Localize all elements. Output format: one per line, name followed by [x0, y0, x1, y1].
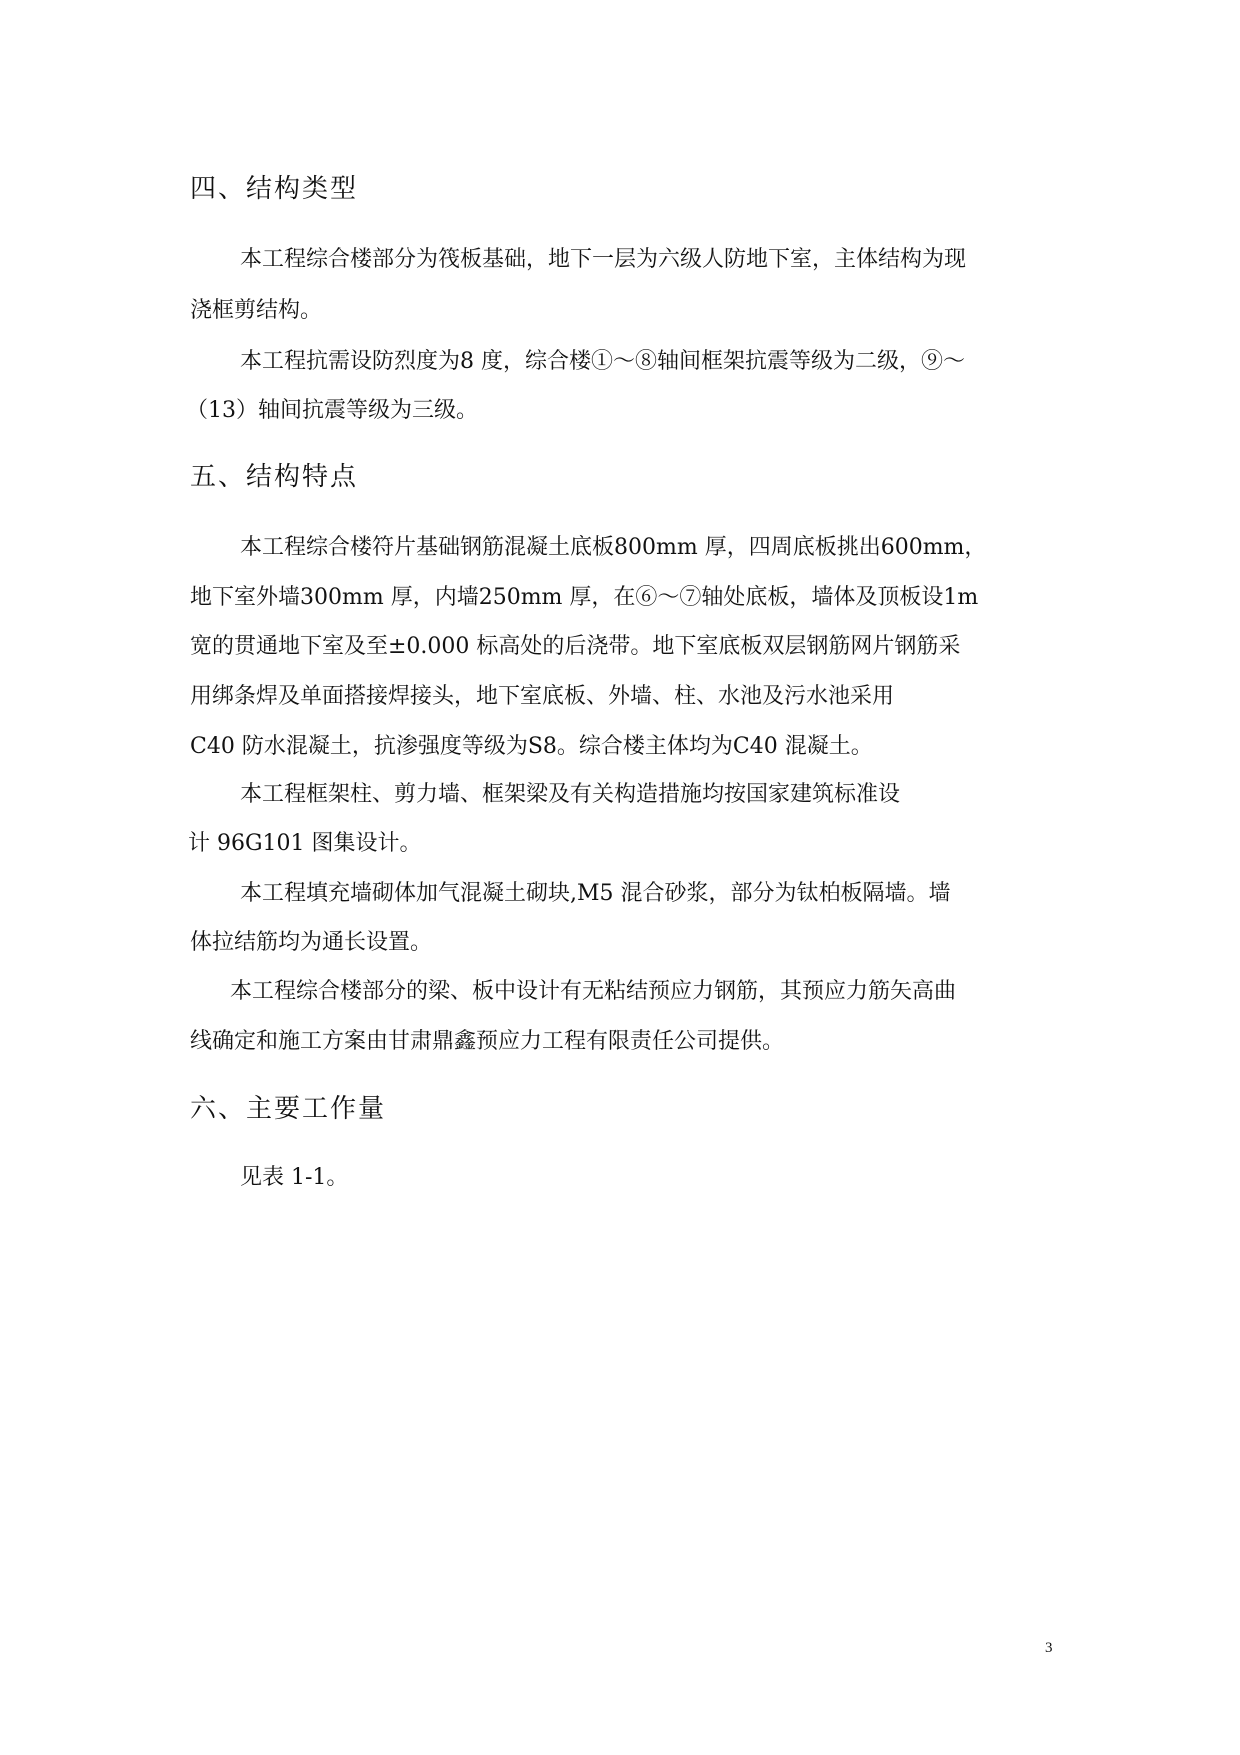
paragraph-line: 本工程抗需设防烈度为8 度，综合楼①～⑧轴间框架抗震等级为二级，⑨～	[240, 349, 965, 374]
paragraph-line: 体拉结筋均为通长设置。	[190, 930, 433, 955]
paragraph-line: 宽的贯通地下室及至±0.000 标高处的后浇带。地下室底板双层钢筋网片钢筋采	[190, 634, 961, 659]
paragraph-line: （13）轴间抗震等级为三级。	[186, 398, 478, 423]
section-heading-main-workload: 六、主要工作量	[190, 1094, 387, 1124]
paragraph-line: 地下室外墙300mm 厚，内墙250mm 厚，在⑥～⑦轴处底板，墙体及顶板设1m	[190, 585, 979, 610]
paragraph-line: 本工程综合楼部分为筏板基础，地下一层为六级人防地下室，主体结构为现	[240, 247, 967, 272]
section-heading-structure-type: 四、结构类型	[190, 174, 359, 204]
paragraph-line: 线确定和施工方案由甘肃鼎鑫预应力工程有限责任公司提供。	[190, 1029, 785, 1054]
paragraph-line: 浇框剪结构。	[190, 298, 323, 323]
paragraph-line: C40 防水混凝土，抗渗强度等级为S8。综合楼主体均为C40 混凝土。	[190, 734, 873, 759]
paragraph-line: 用绑条焊及单面搭接焊接头，地下室底板、外墙、柱、水池及污水池采用	[190, 684, 895, 709]
page-number: 3	[1045, 1640, 1053, 1656]
paragraph-line: 本工程综合楼部分的梁、板中设计有无粘结预应力钢筋，其预应力筋矢高曲	[230, 979, 957, 1004]
paragraph-line: 本工程综合楼符片基础钢筋混凝土底板800mm 厚，四周底板挑出600mm，	[240, 535, 987, 560]
paragraph-line: 本工程框架柱、剪力墙、框架梁及有关构造措施均按国家建筑标准设	[240, 782, 901, 807]
paragraph-line: 见表 1-1。	[240, 1165, 349, 1190]
section-heading-structure-features: 五、结构特点	[190, 462, 359, 492]
paragraph-line: 计 96G101 图集设计。	[188, 831, 422, 856]
paragraph-line: 本工程填充墙砌体加气混凝土砌块,M5 混合砂浆，部分为钛柏板隔墙。墙	[240, 881, 951, 906]
